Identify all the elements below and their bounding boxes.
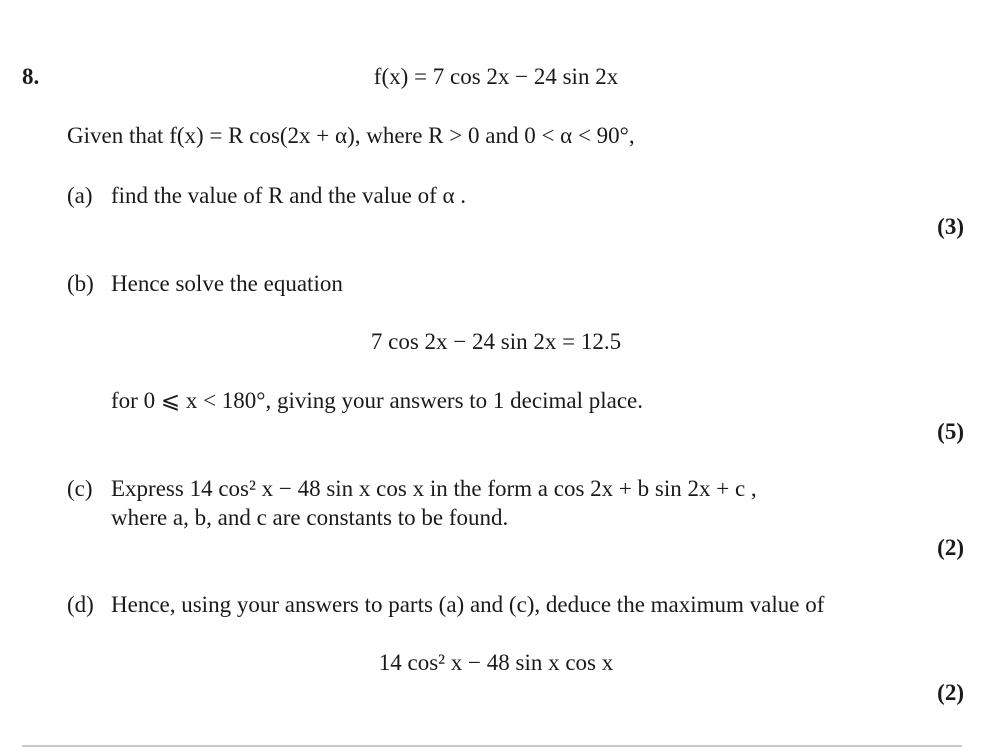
part-a-marks: (3): [937, 214, 964, 239]
part-c-marks: (2): [937, 535, 964, 560]
given-statement: Given that f(x) = R cos(2x + α), where R > 0 and 0 < α < 90°,: [67, 123, 635, 148]
part-d-marks: (2): [937, 680, 964, 705]
part-d-label: (d): [67, 592, 94, 617]
part-b-text: Hence solve the equation: [111, 271, 343, 296]
function-definition: f(x) = 7 cos 2x − 24 sin 2x: [373, 64, 619, 89]
part-d-text: Hence, using your answers to parts (a) and (c), deduce the maximum value of: [111, 592, 825, 617]
part-c-text-2: where a, b, and c are constants to be found.: [111, 505, 509, 530]
part-b-label: (b): [67, 271, 94, 296]
question-number: 8.: [22, 64, 40, 89]
part-a-text: find the value of R and the value of α .: [111, 183, 467, 208]
part-c-label: (c): [67, 476, 93, 501]
part-b-marks: (5): [937, 419, 964, 444]
part-b-text-2: for 0 ⩽ x < 180°, giving your answers to 1 decimal place.: [111, 388, 643, 413]
part-d-equation: 14 cos² x − 48 sin x cos x: [378, 650, 614, 675]
page-divider: [22, 745, 962, 747]
part-c-text: Express 14 cos² x − 48 sin x cos x in the form a cos 2x + b sin 2x + c ,: [111, 476, 757, 501]
part-b-equation: 7 cos 2x − 24 sin 2x = 12.5: [370, 329, 622, 354]
part-a-label: (a): [67, 183, 93, 208]
